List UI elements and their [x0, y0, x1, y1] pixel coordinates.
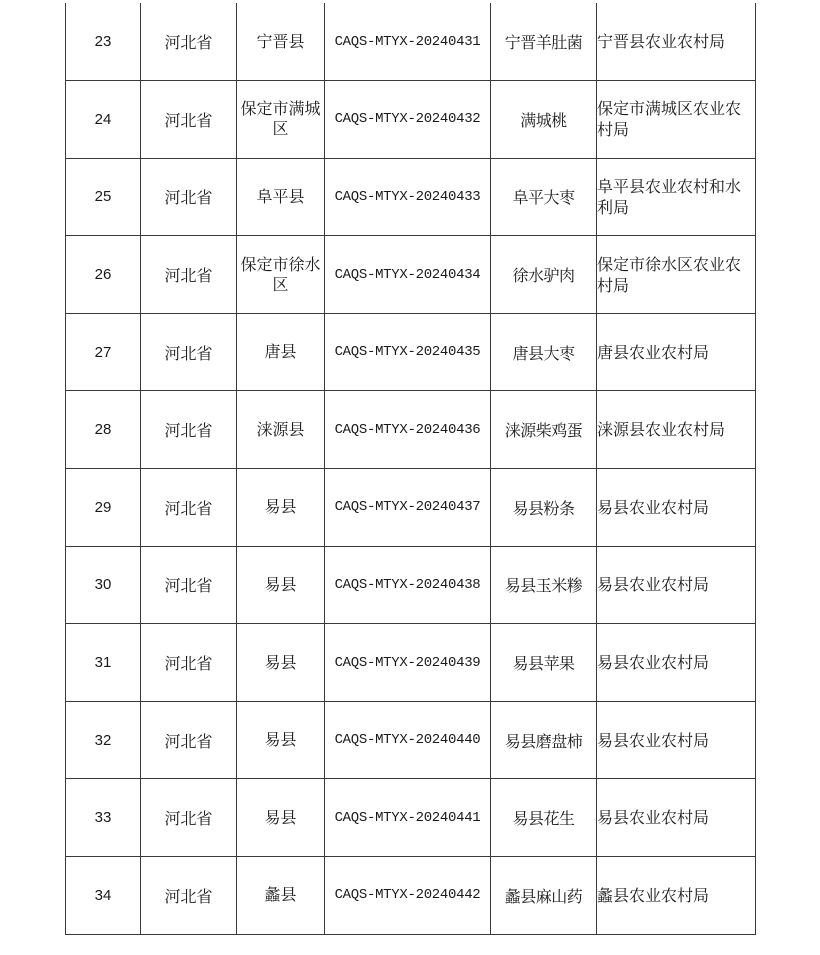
area-cell: 蠡县: [237, 857, 325, 935]
certificate-code-cell: CAQS-MTYX-20240435: [325, 313, 491, 391]
product-name-cell: 徐水驴肉: [491, 236, 597, 314]
row-number: 24: [66, 81, 141, 159]
certificate-code-cell: CAQS-MTYX-20240436: [325, 391, 491, 469]
table-row: [66, 469, 756, 547]
province-cell: 河北省: [141, 779, 237, 857]
table-row: [66, 158, 756, 236]
province-cell: 河北省: [141, 857, 237, 935]
authority-cell: 阜平县农业农村和水利局: [597, 158, 756, 236]
certificate-code-cell: CAQS-MTYX-20240439: [325, 624, 491, 702]
certificate-code-cell: CAQS-MTYX-20240431: [325, 3, 491, 81]
table-row: [66, 313, 756, 391]
authority-cell: 易县农业农村局: [597, 701, 756, 779]
authority-cell: 易县农业农村局: [597, 469, 756, 547]
area-cell: 易县: [237, 701, 325, 779]
area-cell: 易县: [237, 779, 325, 857]
province-cell: 河北省: [141, 81, 237, 159]
row-number: 30: [66, 546, 141, 624]
certificate-code-cell: CAQS-MTYX-20240437: [325, 469, 491, 547]
row-number: 31: [66, 624, 141, 702]
area-cell: 阜平县: [237, 158, 325, 236]
certificate-code-cell: CAQS-MTYX-20240441: [325, 779, 491, 857]
province-cell: 河北省: [141, 391, 237, 469]
row-number: 34: [66, 857, 141, 935]
product-name-cell: 易县花生: [491, 779, 597, 857]
authority-cell: 易县农业农村局: [597, 546, 756, 624]
product-name-cell: 易县玉米糁: [491, 546, 597, 624]
authority-cell: 涞源县农业农村局: [597, 391, 756, 469]
certificate-code-cell: CAQS-MTYX-20240433: [325, 158, 491, 236]
table-row: [66, 236, 756, 314]
product-name-cell: 易县磨盘柿: [491, 701, 597, 779]
province-cell: 河北省: [141, 236, 237, 314]
table-row: [66, 546, 756, 624]
row-number: 32: [66, 701, 141, 779]
row-number: 29: [66, 469, 141, 547]
product-name-cell: 易县苹果: [491, 624, 597, 702]
product-name-cell: 阜平大枣: [491, 158, 597, 236]
product-name-cell: 唐县大枣: [491, 313, 597, 391]
province-cell: 河北省: [141, 313, 237, 391]
row-number: 27: [66, 313, 141, 391]
area-cell: 易县: [237, 546, 325, 624]
authority-cell: 保定市徐水区农业农村局: [597, 236, 756, 314]
province-cell: 河北省: [141, 546, 237, 624]
table-row: [66, 624, 756, 702]
area-cell: 唐县: [237, 313, 325, 391]
area-cell: 保定市徐水区: [237, 236, 325, 314]
province-cell: 河北省: [141, 3, 237, 81]
row-number: 26: [66, 236, 141, 314]
product-name-cell: 蠡县麻山药: [491, 857, 597, 935]
certificate-code-cell: CAQS-MTYX-20240432: [325, 81, 491, 159]
product-name-cell: 宁晋羊肚菌: [491, 3, 597, 81]
table-row: [66, 81, 756, 159]
authority-cell: 易县农业农村局: [597, 779, 756, 857]
authority-cell: 保定市满城区农业农村局: [597, 81, 756, 159]
province-cell: 河北省: [141, 469, 237, 547]
table-row: [66, 779, 756, 857]
certificate-code-cell: CAQS-MTYX-20240440: [325, 701, 491, 779]
province-cell: 河北省: [141, 701, 237, 779]
row-number: 23: [66, 3, 141, 81]
table-row: [66, 857, 756, 935]
table-row: [66, 3, 756, 81]
product-registry-table: [65, 3, 756, 935]
authority-cell: 蠡县农业农村局: [597, 857, 756, 935]
area-cell: 易县: [237, 624, 325, 702]
product-name-cell: 涞源柴鸡蛋: [491, 391, 597, 469]
product-name-cell: 易县粉条: [491, 469, 597, 547]
certificate-code-cell: CAQS-MTYX-20240434: [325, 236, 491, 314]
area-cell: 保定市满城区: [237, 81, 325, 159]
table-row: [66, 701, 756, 779]
row-number: 33: [66, 779, 141, 857]
row-number: 25: [66, 158, 141, 236]
province-cell: 河北省: [141, 624, 237, 702]
area-cell: 易县: [237, 469, 325, 547]
area-cell: 涞源县: [237, 391, 325, 469]
authority-cell: 宁晋县农业农村局: [597, 3, 756, 81]
province-cell: 河北省: [141, 158, 237, 236]
product-name-cell: 满城桃: [491, 81, 597, 159]
table-body: [66, 3, 756, 934]
certificate-code-cell: CAQS-MTYX-20240438: [325, 546, 491, 624]
table-row: [66, 391, 756, 469]
authority-cell: 唐县农业农村局: [597, 313, 756, 391]
row-number: 28: [66, 391, 141, 469]
area-cell: 宁晋县: [237, 3, 325, 81]
certificate-code-cell: CAQS-MTYX-20240442: [325, 857, 491, 935]
authority-cell: 易县农业农村局: [597, 624, 756, 702]
